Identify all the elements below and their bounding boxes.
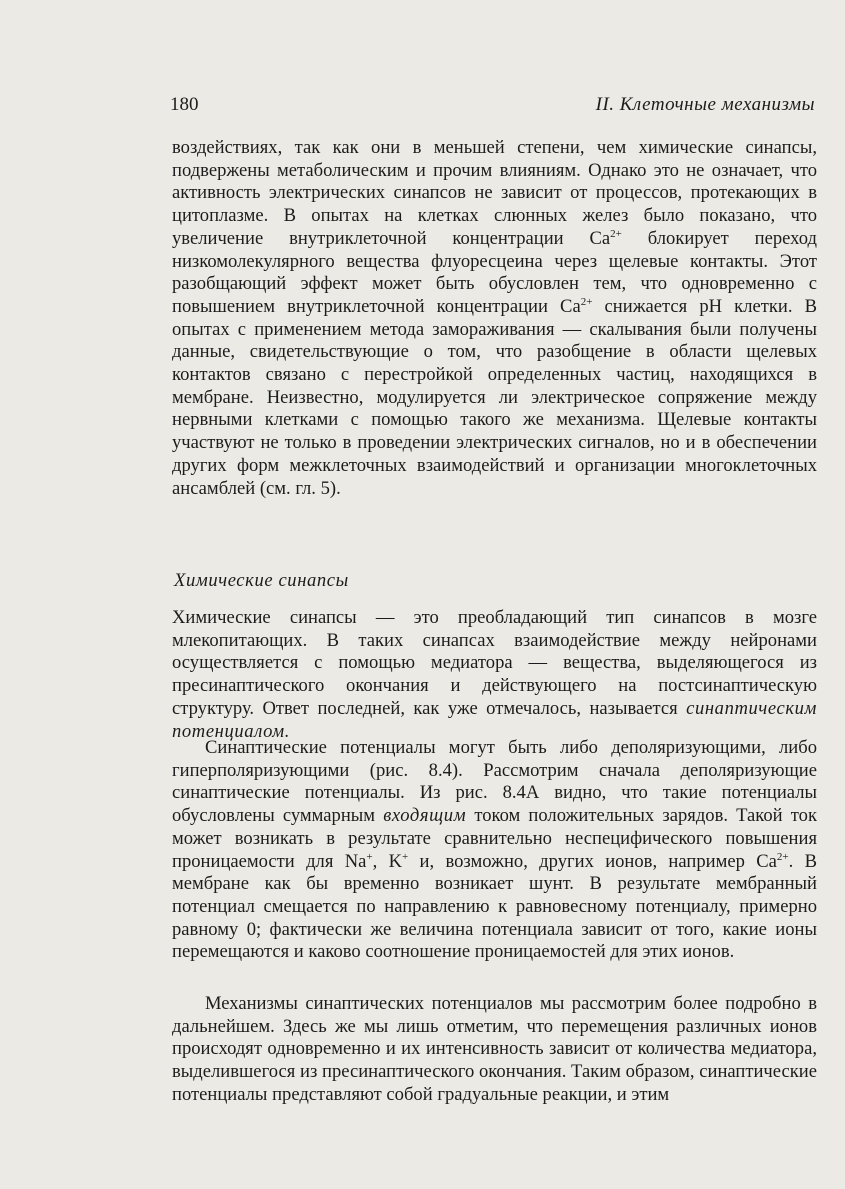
text-run: и, возможно, других ионов, например Ca — [408, 850, 777, 872]
text-run: блокирует переход низкомолекулярного вещества флуоресцеина через щелевые контакты. Этот разобщающий эффект может быть обусловлен тем, что одновременно с повышением внутриклеточной концентрации Ca — [172, 227, 817, 317]
text-run: , K — [372, 850, 403, 872]
text-run: Синаптические потенциалы могут быть либо деполяризующими, либо гиперполяризующими (рис. 8.4). Рассмотрим сначала деполяризующие синаптические потенциалы. Из рис. 8.4А видно, что такие потенциалы обусловлены суммарным — [172, 737, 817, 827]
emphasis: синаптическим потенциалом. — [172, 697, 817, 742]
superscript: 2+ — [776, 850, 789, 863]
section-heading: Химические синапсы — [174, 570, 349, 591]
paragraph-synaptic-potentials — [172, 737, 817, 964]
text-run: током положительных зарядов. Такой ток может возникать в результате сравнительно неспецифического повышения проницаемости для Na — [172, 805, 817, 872]
superscript: 2+ — [610, 227, 622, 240]
text-run: Механизмы синаптических потенциалов мы рассмотрим более подробно в дальнейшем. Здесь же мы лишь отметим, что перемещения различных ионов происходят одновременно и их интенсивность зависит от количества медиатора, выделившегося из пресинаптического окончания. Таким образом, синаптические потенциалы представляют собой градуальные реакции, и этим — [172, 993, 817, 1105]
text-run: воздействиях, так как они в меньшей степени, чем химические синапсы, подвержены метаболическим и прочим влияниям. Однако это не означает, что активность электрических синапсов не зависит от процессов, протекающих в цитоплазме. В опытах на клетках слюнных желез было показано, что увеличение внутриклеточной концентрации Ca — [172, 137, 817, 249]
superscript: + — [402, 850, 409, 863]
page-header — [170, 94, 815, 120]
text-run: Химические синапсы — это преобладающий тип синапсов в мозге млекопитающих. В таких синапсах взаимодействие между нейронами осуществляется с помощью медиатора — вещества, выделяющегося из пресинаптического окончания и действующего на постсинаптическую структуру. Ответ последней, как уже отмечалось, называется — [172, 607, 817, 719]
paragraph-chemical-synapses-intro — [172, 607, 817, 743]
superscript: + — [366, 850, 373, 863]
paragraph-electrical-synapses — [172, 137, 817, 500]
paragraph-mechanisms — [172, 993, 817, 1107]
superscript: 2+ — [580, 295, 593, 308]
text-run: . В мембране как бы временно возникает шунт. В результате мембранный потенциал смещается по направлению к равновесному потенциалу, примерно равному 0; фактически же величина потенциала зависит от того, какие ионы перемещаются и каково соотношение проницаемостей для этих ионов. — [172, 850, 817, 963]
text-run: снижается pH клетки. В опытах с применением метода замораживания — скалывания были получены данные, свидетельствующие о том, что разобщение в области щелевых контактов связано с перестройкой определенных частиц, находящихся в мембране. Неизвестно, модулируется ли электрическое сопряжение между нервными клетками с помощью такого же механизма. Щелевые контакты участвуют не только в проведении электрических сигналов, но и в обеспечении других форм межклеточных взаимодействий и организации многоклеточных ансамблей (см. гл. 5). — [172, 295, 817, 499]
running-title: II. Клеточные механизмы — [595, 94, 815, 115]
emphasis: входящим — [383, 805, 467, 827]
page-number: 180 — [170, 94, 199, 115]
